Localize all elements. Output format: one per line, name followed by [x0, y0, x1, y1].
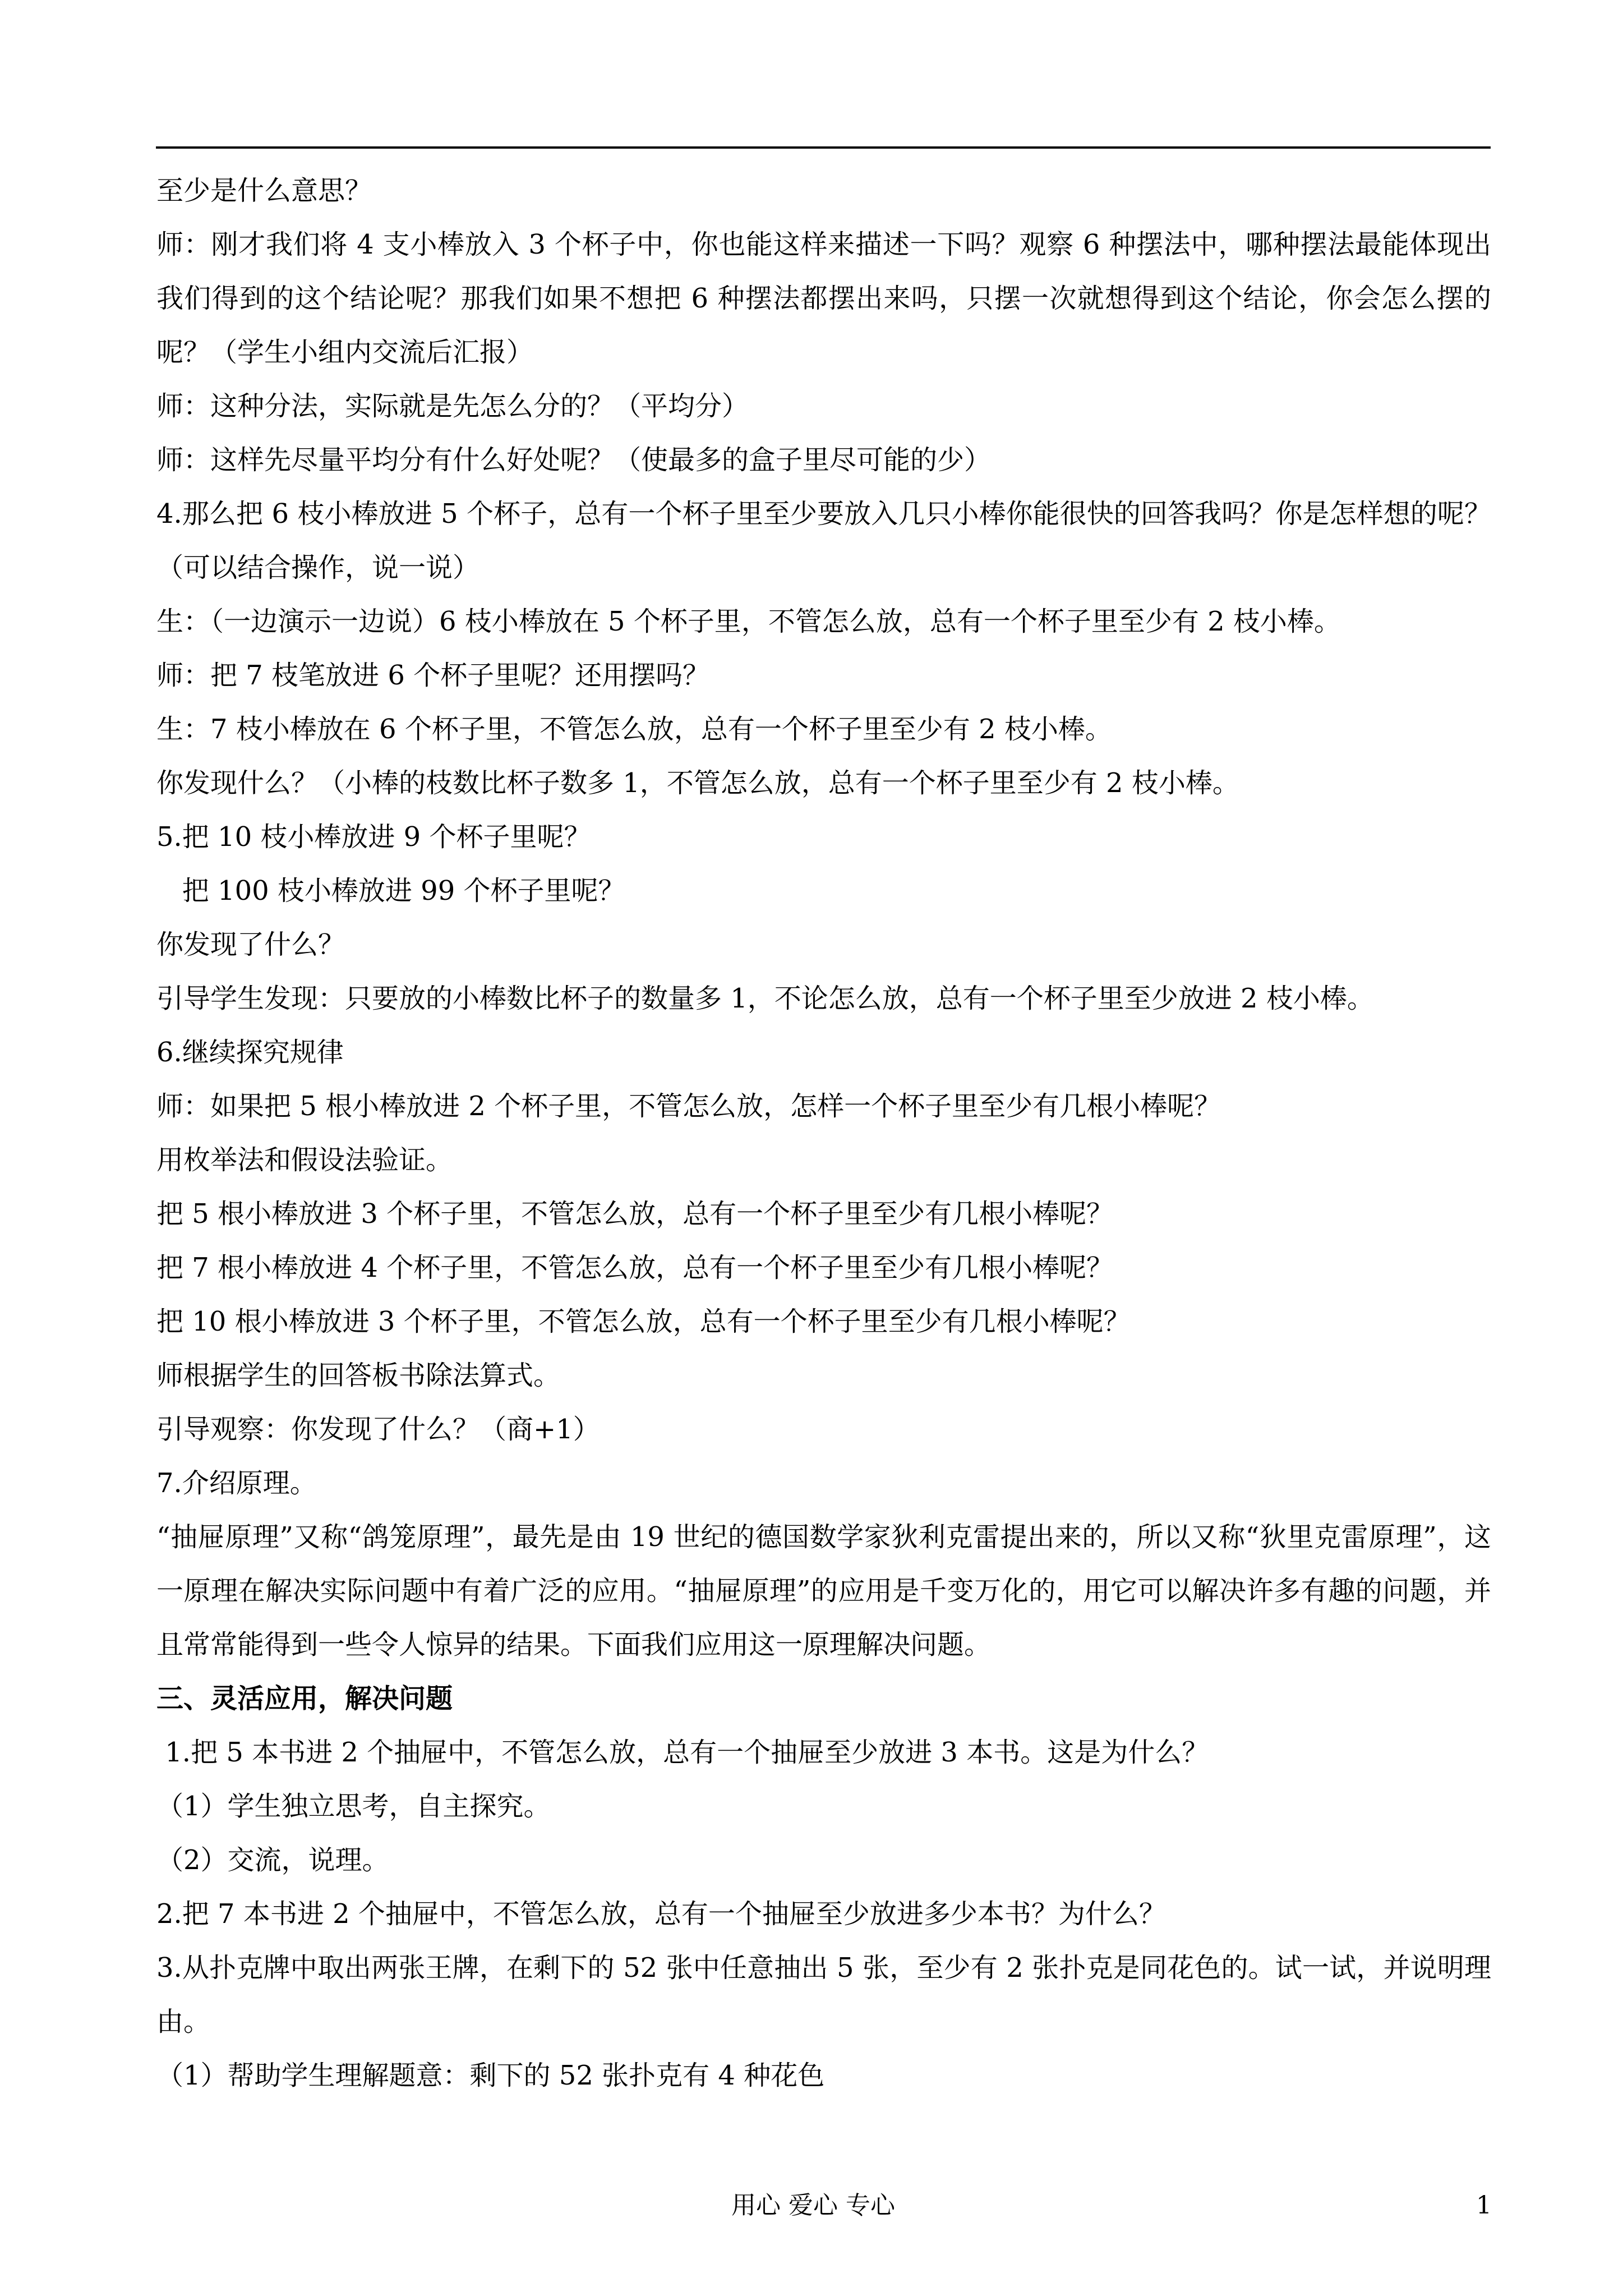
paragraph: 你发现了什么？	[156, 929, 345, 960]
paragraph: 师：这种分法，实际就是先怎么分的？（平均分）	[156, 390, 749, 422]
section-heading: 三、灵活应用，解决问题	[156, 1683, 453, 1714]
paragraph: 师：刚才我们将 4 支小棒放入 3 个杯子中，你也能这样来描述一下吗？观察 6 种摆法中，哪种摆法最能体现出我们得到的这个结论呢？那我们如果不想把 6 种摆法都摆出来吗，只摆一次就想得到这个结论，你会怎么摆的呢？（学生小组内交流后汇报）	[156, 229, 1491, 368]
paragraph: （1）帮助学生理解题意：剩下的 52 张扑克有 4 种花色	[156, 2060, 825, 2091]
page-number: 1	[1476, 2191, 1492, 2220]
footer-motto: 用心 爱心 专心	[731, 2191, 895, 2220]
paragraph: 至少是什么意思？	[156, 175, 372, 206]
paragraph: 4.那么把 6 枝小棒放进 5 个杯子，总有一个杯子里至少要放入几只小棒你能很快的回答我吗？你是怎样想的呢？（可以结合操作，说一说）	[156, 498, 1491, 583]
header-rule	[156, 146, 1491, 149]
paragraph: 师：把 7 枝笔放进 6 个杯子里呢？还用摆吗？	[156, 660, 710, 691]
paragraph: 生：7 枝小棒放在 6 个杯子里，不管怎么放，总有一个杯子里至少有 2 枝小棒。	[156, 714, 1112, 745]
paragraph: 把 10 根小棒放进 3 个杯子里，不管怎么放，总有一个杯子里至少有几根小棒呢？	[156, 1306, 1131, 1337]
paragraph: 你发现什么？（小棒的枝数比杯子数多 1，不管怎么放，总有一个杯子里至少有 2 枝小棒。	[156, 767, 1239, 799]
paragraph: 2.把 7 本书进 2 个抽屉中，不管怎么放，总有一个抽屉至少放进多少本书？为什么？	[156, 1898, 1166, 1930]
paragraph: （1）学生独立思考，自主探究。	[156, 1791, 551, 1822]
paragraph: 5.把 10 枝小棒放进 9 个杯子里呢？	[156, 821, 591, 853]
paragraph: 把 7 根小棒放进 4 个杯子里，不管怎么放，总有一个杯子里至少有几根小棒呢？	[156, 1252, 1114, 1283]
paragraph: 师：这样先尽量平均分有什么好处呢？（使最多的盒子里尽可能的少）	[156, 444, 992, 476]
paragraph: 7.介绍原理。	[156, 1467, 317, 1499]
paragraph: 3.从扑克牌中取出两张王牌，在剩下的 52 张中任意抽出 5 张，至少有 2 张扑克是同花色的。试一试，并说明理由。	[156, 1952, 1491, 2037]
paragraph: 引导学生发现：只要放的小棒数比杯子的数量多 1，不论怎么放，总有一个杯子里至少放进 2 枝小棒。	[156, 983, 1374, 1014]
paragraph: 用枚举法和假设法验证。	[156, 1144, 453, 1176]
paragraph: “抽屉原理”又称“鸽笼原理”，最先是由 19 世纪的德国数学家狄利克雷提出来的，所以又称“狄里克雷原理”，这一原理在解决实际问题中有着广泛的应用。“抽屉原理”的应用是千变万化的，用它可以解决许多有趣的问题，并且常常能得到一些令人惊异的结果。下面我们应用这一原理解决问题。	[156, 1521, 1491, 1660]
page-footer	[0, 2183, 1623, 2228]
paragraph: 生：（一边演示一边说）6 枝小棒放在 5 个杯子里，不管怎么放，总有一个杯子里至少有 2 枝小棒。	[156, 606, 1341, 637]
paragraph: 1.把 5 本书进 2 个抽屉中，不管怎么放，总有一个抽屉至少放进 3 本书。这是为什么？	[156, 1737, 1209, 1768]
paragraph: 引导观察：你发现了什么？（商+1）	[156, 1414, 600, 1445]
paragraph: 把 100 枝小棒放进 99 个杯子里呢？	[156, 875, 625, 907]
paragraph: 师根据学生的回答板书除法算式。	[156, 1360, 561, 1391]
paragraph: 师：如果把 5 根小棒放进 2 个杯子里，不管怎么放，怎样一个杯子里至少有几根小棒呢？	[156, 1091, 1221, 1122]
paragraph: 把 5 根小棒放进 3 个杯子里，不管怎么放，总有一个杯子里至少有几根小棒呢？	[156, 1198, 1114, 1230]
paragraph: （2）交流，说理。	[156, 1844, 389, 1876]
paragraph: 6.继续探究规律	[156, 1037, 344, 1068]
document-body	[156, 164, 1491, 2102]
